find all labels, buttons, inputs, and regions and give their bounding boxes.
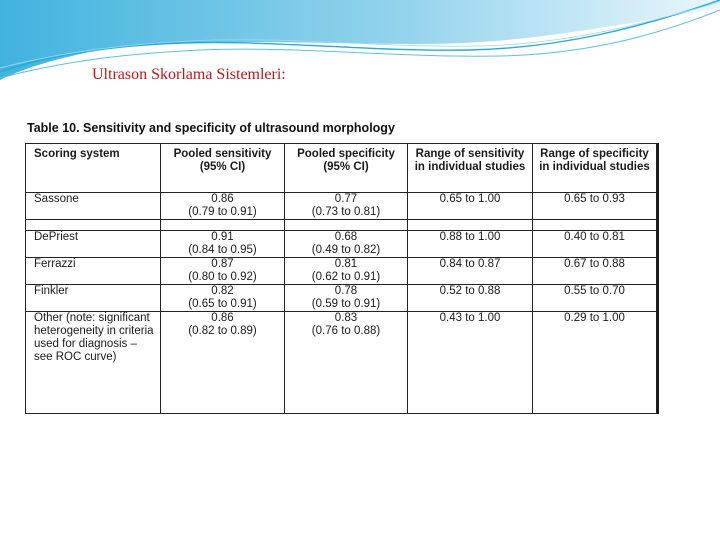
header-pooled-sensitivity: Pooled sensitivity (95% CI) xyxy=(161,144,285,193)
cell-specificity xyxy=(285,312,408,414)
sensitivity-value: 0.87 xyxy=(211,258,234,270)
cell-specificity-range: 0.55 to 0.70 xyxy=(533,285,657,312)
header-range-specificity: Range of specificity in individual studies xyxy=(533,144,657,193)
specificity-ci: (0.59 to 0.91) xyxy=(311,298,381,310)
header-scoring-system: Scoring system xyxy=(26,144,161,193)
table-row xyxy=(26,285,657,312)
cell-system: Finkler xyxy=(26,285,161,312)
table-spacer-row xyxy=(26,220,657,231)
table-row xyxy=(26,312,657,414)
cell-sensitivity xyxy=(161,285,285,312)
header-wave-decoration xyxy=(0,0,720,100)
cell-specificity xyxy=(285,258,408,285)
header-pooled-specificity: Pooled specificity (95% CI) xyxy=(285,144,408,193)
table-figure xyxy=(25,117,659,414)
cell-sensitivity-range: 0.43 to 1.00 xyxy=(408,312,533,414)
table-caption: Table 10. Sensitivity and specificity of ultrasound morphology xyxy=(27,121,395,135)
table-row xyxy=(26,193,657,220)
sensitivity-value: 0.82 xyxy=(211,285,234,297)
cell-sensitivity xyxy=(161,193,285,220)
table-row xyxy=(26,231,657,258)
cell-specificity-range: 0.65 to 0.93 xyxy=(533,193,657,220)
specificity-value: 0.81 xyxy=(334,258,358,270)
sensitivity-ci: (0.82 to 0.89) xyxy=(188,325,257,337)
sensitivity-specificity-table xyxy=(25,143,657,414)
specificity-value: 0.77 xyxy=(334,193,358,205)
cell-system: Other (note: significant heterogeneity in criteria used for diagnosis – see ROC curve) xyxy=(26,312,161,414)
specificity-value: 0.68 xyxy=(334,231,358,243)
specificity-ci: (0.62 to 0.91) xyxy=(311,271,381,283)
sensitivity-ci: (0.80 to 0.92) xyxy=(188,271,257,283)
cell-specificity-range: 0.29 to 1.00 xyxy=(533,312,657,414)
cell-sensitivity xyxy=(161,231,285,258)
specificity-ci: (0.76 to 0.88) xyxy=(311,325,381,337)
sensitivity-value: 0.86 xyxy=(211,193,234,205)
table-header-row xyxy=(26,144,657,193)
header-range-sensitivity: Range of sensitivity in individual studies xyxy=(408,144,533,193)
cell-system: DePriest xyxy=(26,231,161,258)
specificity-value: 0.83 xyxy=(334,312,358,324)
cell-specificity xyxy=(285,193,408,220)
cell-specificity xyxy=(285,285,408,312)
sensitivity-ci: (0.79 to 0.91) xyxy=(188,206,257,218)
sensitivity-ci: (0.84 to 0.95) xyxy=(188,244,257,256)
cell-sensitivity-range: 0.84 to 0.87 xyxy=(408,258,533,285)
sensitivity-value: 0.86 xyxy=(211,312,234,324)
specificity-ci: (0.49 to 0.82) xyxy=(311,244,381,256)
table-row xyxy=(26,258,657,285)
cell-specificity xyxy=(285,231,408,258)
cell-specificity-range: 0.40 to 0.81 xyxy=(533,231,657,258)
sensitivity-ci: (0.65 to 0.91) xyxy=(188,298,257,310)
cell-sensitivity-range: 0.88 to 1.00 xyxy=(408,231,533,258)
sensitivity-value: 0.91 xyxy=(211,231,234,243)
slide-title: Ultrason Skorlama Sistemleri: xyxy=(92,66,286,83)
cell-system: Ferrazzi xyxy=(26,258,161,285)
specificity-value: 0.78 xyxy=(334,285,358,297)
cell-sensitivity xyxy=(161,312,285,414)
cell-sensitivity-range: 0.65 to 1.00 xyxy=(408,193,533,220)
cell-sensitivity xyxy=(161,258,285,285)
specificity-ci: (0.73 to 0.81) xyxy=(311,206,381,218)
cell-sensitivity-range: 0.52 to 0.88 xyxy=(408,285,533,312)
cell-system: Sassone xyxy=(26,193,161,220)
cell-specificity-range: 0.67 to 0.88 xyxy=(533,258,657,285)
